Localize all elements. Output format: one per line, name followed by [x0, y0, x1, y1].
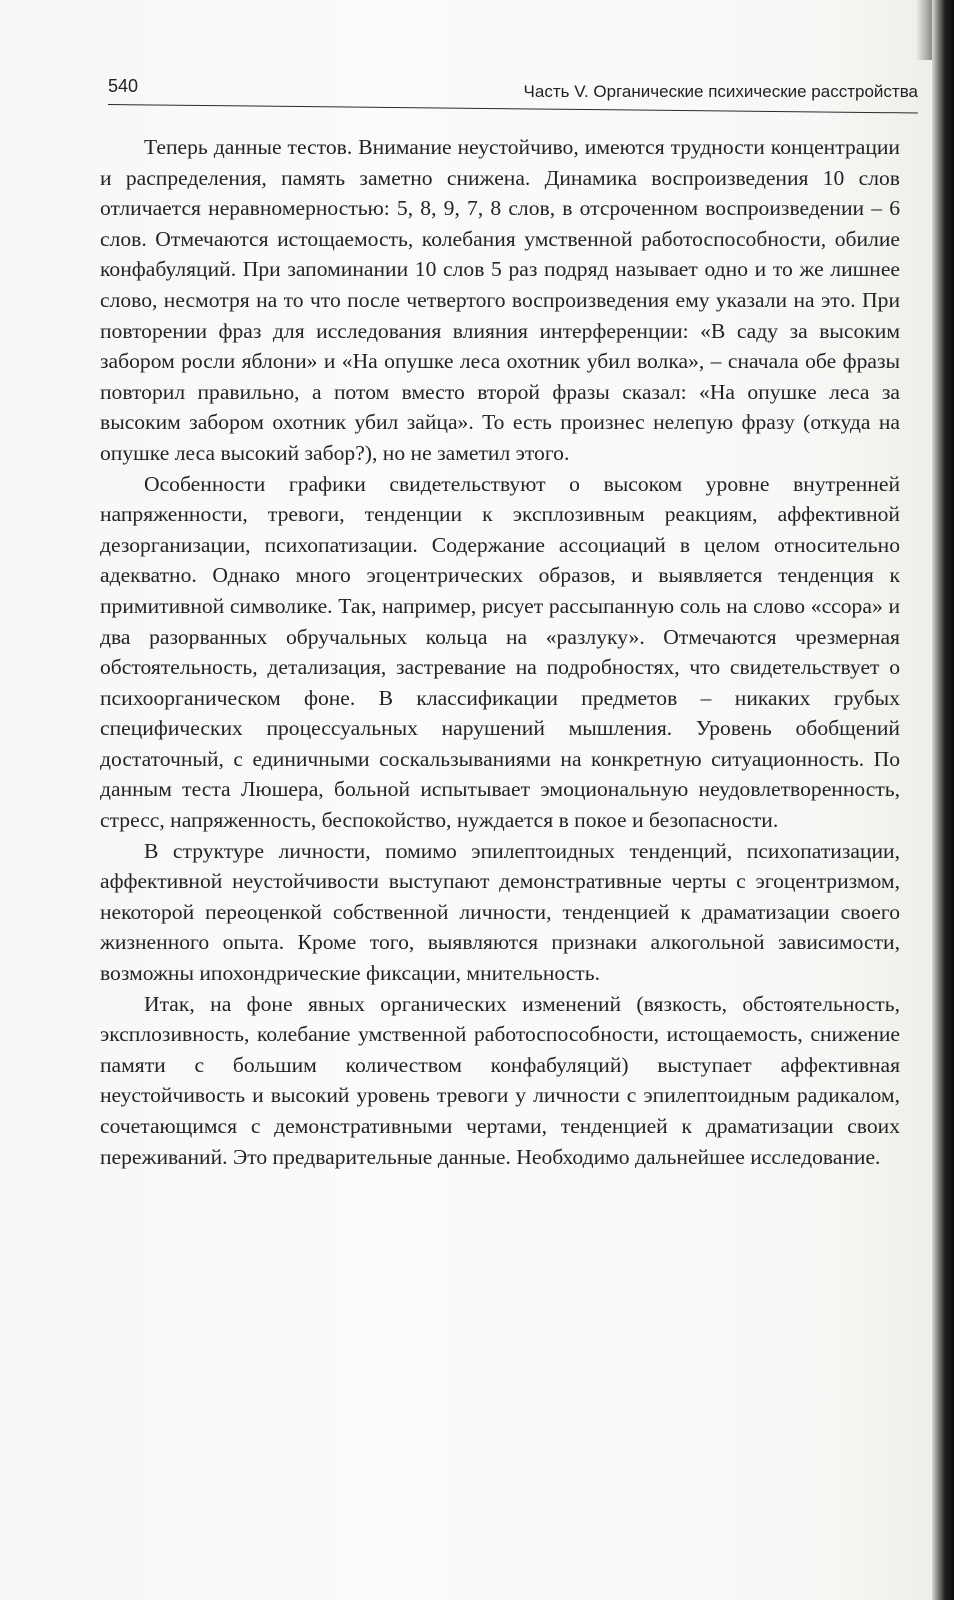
paragraph-graphics: Особенности графики свидетельствуют о высоком уровне внутренней напряженности, тревоги, тенденции к эксплозивным реакциям, аффективной дезорганизации, психопатизации. Содержание ассоциаций в целом относительно адекватно. Однако много эгоцентрических образов, и выявляется тенденция к примитивной символике. Так, например, рисует рассыпанную соль на слово «ссора» и два разорванных обручальных кольца на «разлуку». Отмечаются чрезмерная обстоятельность, детализация, застревание на подробностях, что свидетельствует о психоорганическом фоне. В классификации предметов – никаких грубых специфических процессуальных нарушений мышления. Уровень обобщений достаточный, с единичными соскальзываниями на конкретную ситуационность. По данным теста Люшера, больной испытывает эмоциональную неудовлетворенность, стресс, напряженность, беспокойство, нуждается в покое и безопасности.	[100, 471, 900, 833]
paragraph-test-data: Теперь данные тестов. Внимание неустойчиво, имеются трудности концентрации и распределения, память заметно снижена. Динамика воспроизведения 10 слов отличается неравномерностью: 5, 8, 9, 7, 8 слов, в отсроченном воспроизведении – 6 слов. Отмечаются истощаемость, колебания умственной работоспособности, обилие конфабуляций. При запоминании 10 слов 5 раз подряд называет одно и то же лишнее слово, несмотря на то что после четвертого воспроизведения ему указали на это. При повторении фраз для исследования влияния интерференции: «В саду за высоким забором росли яблони» и «На опушке леса охотник убил волка», – сначала обе фразы повторил правильно, а потом вместо второй фразы сказал: «На опушке леса за высоким забором охотник убил зайца». То есть произнес нелепую фразу (откуда на опушке леса высокий забор?), но не заметил этого.	[100, 135, 900, 465]
page-number: 540	[108, 76, 139, 96]
running-title: Часть V. Органические психические расстройства	[523, 82, 918, 101]
paragraph-conclusion: Итак, на фоне явных органических изменений (вязкость, обстоятельность, эксплозивность, колебание умственной работоспособности, истощаемость, снижение памяти с большим количеством конфабуляций) выступает аффективная неустойчивость и высокий уровень тревоги у личности с эпилептоидным радикалом, сочетающимся с демонстративными чертами, тенденцией к драматизации своих переживаний. Это предварительные данные. Необходимо дальнейшее исследование.	[100, 991, 900, 1169]
body-text	[100, 132, 900, 1172]
book-binding-edge	[932, 0, 954, 1600]
paragraph-personality-structure: В структуре личности, помимо эпилептоидных тенденций, психопатизации, аффективной неустойчивости выступают демонстративные черты с эгоцентризмом, некоторой переоценкой собственной личности, тенденцией к драматизации своего жизненного опыта. Кроме того, выявляются признаки алкогольной зависимости, возможны ипохондрические фиксации, мнительность.	[100, 838, 900, 986]
page-edge-shadow	[916, 0, 932, 60]
page-header	[108, 70, 918, 110]
